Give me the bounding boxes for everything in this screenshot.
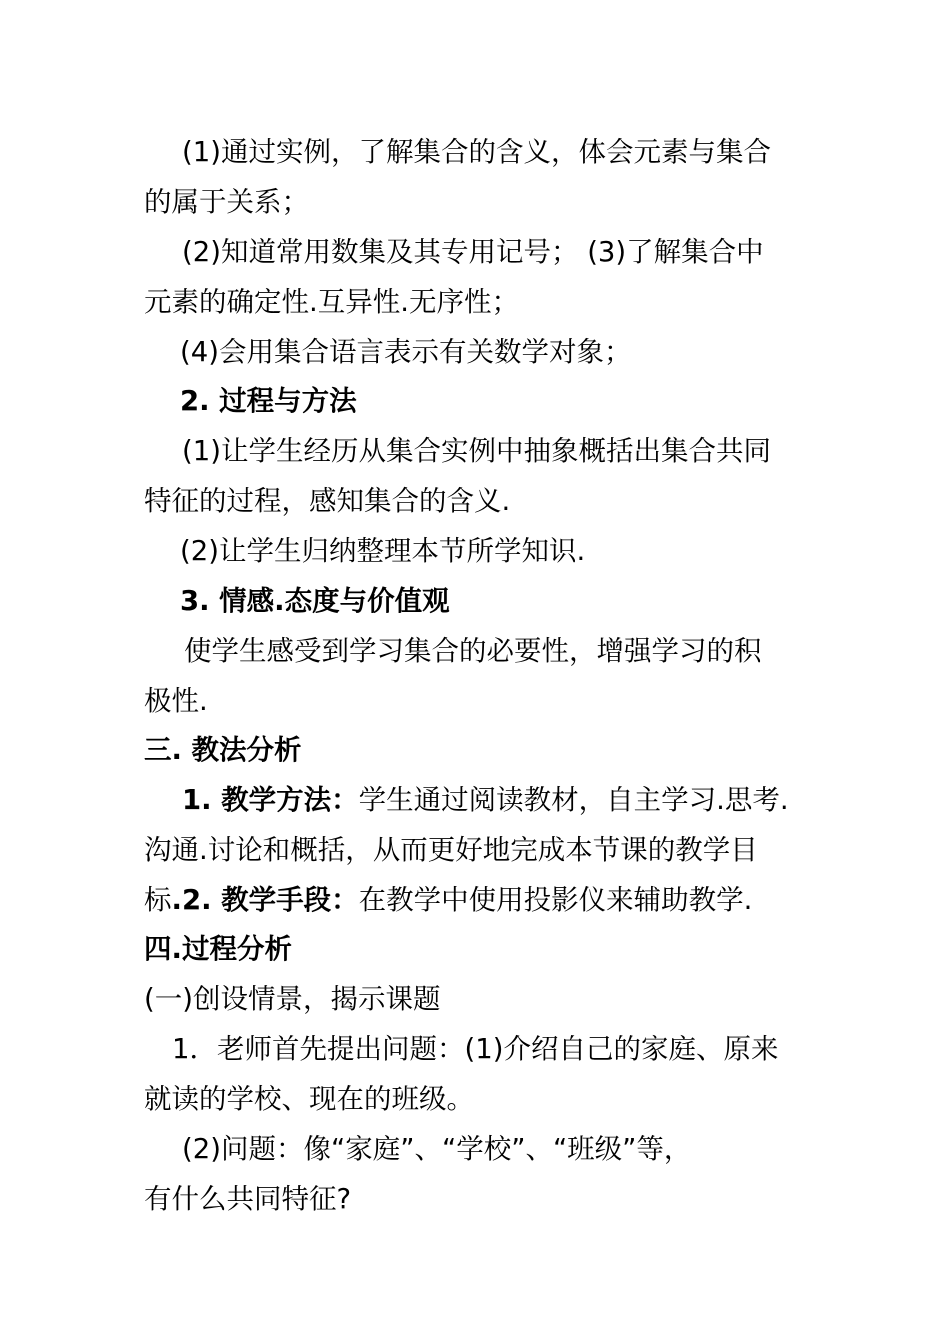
section-heading: 3. 情感.态度与价值观 <box>180 585 450 617</box>
text-line: (1)让学生经历从集合实例中抽象概括出集合共同 <box>182 435 771 467</box>
line-prefix: 标 <box>144 884 172 916</box>
means-label: .2. 教学手段： <box>171 884 359 916</box>
text-line: 极性. <box>144 685 208 717</box>
text-line: 的属于关系； <box>144 186 309 218</box>
text-line: (1)通过实例，了解集合的含义，体会元素与集合 <box>182 136 771 168</box>
subsection-heading: (一)创设情景，揭示课题 <box>144 983 441 1015</box>
text-line: (2)让学生归纳整理本节所学知识. <box>180 535 586 567</box>
text-line: (4)会用集合语言表示有关数学对象； <box>180 336 632 368</box>
text-line <box>144 775 862 825</box>
text-line: (2)知道常用数集及其专用记号； (3)了解集合中 <box>182 236 764 268</box>
text-line: 有什么共同特征? <box>144 1183 352 1215</box>
text-line: 元素的确定性.互异性.无序性； <box>144 286 519 318</box>
section-heading: 2. 过程与方法 <box>180 385 357 417</box>
text-line: 特征的过程，感知集合的含义. <box>144 485 511 517</box>
means-text: 在教学中使用投影仪来辅助教学. <box>358 884 753 916</box>
chapter-heading: 四.过程分析 <box>144 933 292 965</box>
method-text: 学生通过阅读教材，自主学习.思考. <box>358 784 789 816</box>
method-label: 1. 教学方法： <box>182 784 359 816</box>
text-line: 就读的学校、现在的班级。 <box>144 1083 474 1115</box>
chapter-heading: 三. 教法分析 <box>144 734 302 766</box>
text-line: 沟通.讨论和概括，从而更好地完成本节课的教学目 <box>144 834 758 866</box>
text-line <box>144 875 824 925</box>
text-line: 1．老师首先提出问题：(1)介绍自己的家庭、原来 <box>172 1033 779 1065</box>
text-line: (2)问题：像“家庭”、“学校”、“班级”等， <box>182 1133 692 1165</box>
text-line: 使学生感受到学习集合的必要性，增强学习的积 <box>184 635 762 667</box>
